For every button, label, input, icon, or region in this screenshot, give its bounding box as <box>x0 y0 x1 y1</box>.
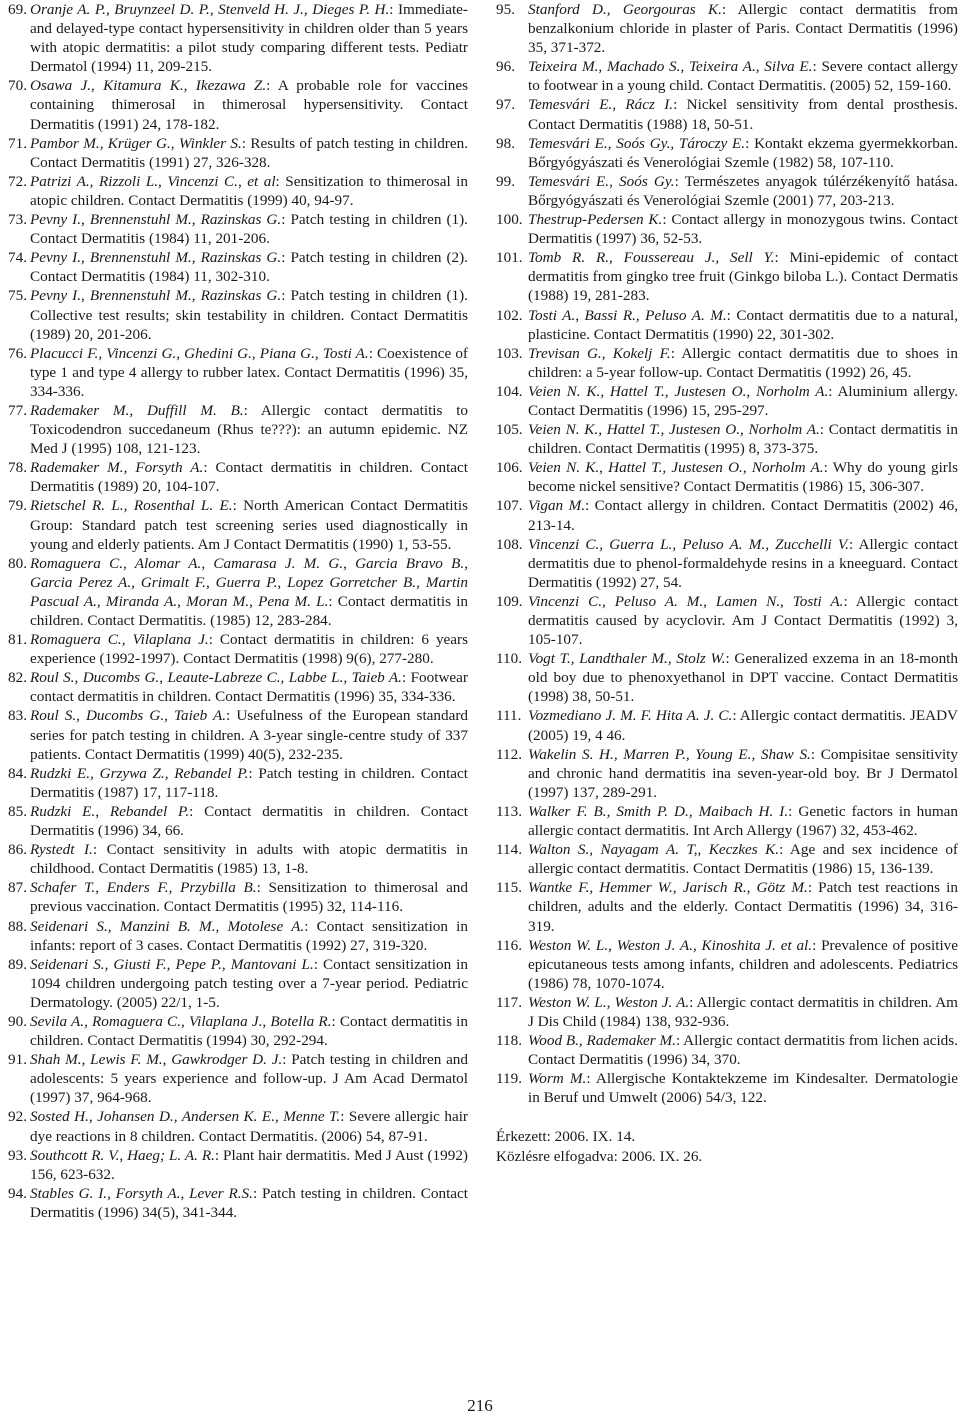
reference-number: 114. <box>496 841 523 859</box>
reference-citation: : Severe contact allergy to footwear in a young child. Contact Dermatitis. (2005) 52, 159-160. <box>528 58 958 95</box>
reference-citation: : Usefulness of the European standard series for patch testing in children. A 3-year single-centre study of 337 patients. Contact Dermatitis (1999) 40(5), 232-235. <box>30 707 468 763</box>
reference-authors: Seidenari S., Giusti F., Pepe P., Mantovani L. <box>30 955 314 973</box>
reference-citation: : Immediate- and delayed-type contact hypersensitivity in children older than 5 years with atopic dermatitis: a pilot study comparing different tests. Pediatr Dermatol (1994) 11, 209-215. <box>30 1 468 76</box>
reference-number: 97. <box>496 96 515 114</box>
reference-number: 118. <box>496 1032 523 1050</box>
reference-citation: : Coexistence of type 1 and type 4 allergy to rubber latex. Contact Dermatitis (1996) 35, 334-336. <box>30 344 468 400</box>
reference-citation: : Contact dermatitis due to a natural, plasticine. Contact Dermatitis (1990) 22, 301-302. <box>528 306 958 343</box>
reference-number: 94. <box>8 1184 27 1202</box>
reference-citation: : Allergic contact dermatitis. JEADV (2005) 19, 4 46. <box>528 707 959 744</box>
reference-entry <box>496 57 958 95</box>
reference-column-left <box>8 0 468 1222</box>
reference-authors: Romaguera C., Alomar A., Camarasa J. M. G., Garcia Bravo B., Garcia Perez A., Grimalt F., Guerra P., Lopez Gorretcher B., Martin Pascual A., Miranda A., Moran M., Pena M. L. <box>30 554 468 610</box>
reference-number: 80. <box>8 554 27 572</box>
reference-entry <box>496 0 958 57</box>
reference-citation: : Contact sensitivity in adults with atopic dermatitis in childhood. Contact Dermatitis (1985) 13, 1-8. <box>30 841 468 878</box>
reference-citation: : Contact dermatitis in children. Contact Dermatitis (1989) 20, 104-107. <box>30 459 468 496</box>
reference-number: 69. <box>8 1 27 18</box>
reference-authors: Vincenzi C., Peluso A. M., Lamen N., Tosti A. <box>528 592 844 610</box>
manuscript-dates <box>496 1127 958 1165</box>
reference-number: 98. <box>496 134 515 152</box>
reference-authors: Roul S., Ducombs G., Leaute-Labreze C., Labbe L., Taieb A. <box>30 669 402 687</box>
reference-number: 71. <box>8 134 27 152</box>
reference-citation: : Sensitization to thimerosal in atopic children. Contact Dermatitis (1999) 40, 94-97. <box>30 172 468 209</box>
reference-entry <box>496 95 958 133</box>
reference-authors: Rademaker M., Duffill M. B. <box>30 401 244 419</box>
reference-entry <box>8 286 468 343</box>
reference-authors: Veien N. K., Hattel T., Justesen O., Norholm A. <box>528 421 820 439</box>
reference-citation: : Age and sex incidence of allergic contact dermatitis. Contact Dermatitis (1986) 15, 136-139. <box>528 841 958 878</box>
reference-authors: Stanford D., Georgouras K. <box>528 1 722 18</box>
reference-entry <box>8 764 468 802</box>
reference-entry <box>496 306 958 344</box>
reference-citation: : A probable role for vaccines containing thimerosal in thimerosal hypersensitivity. Contact Dermatitis (1991) 24, 178-182. <box>30 77 468 133</box>
reference-citation: : Footwear contact dermatitis in children. Contact Dermatitis (1996) 35, 334-336. <box>30 669 468 706</box>
reference-citation: : Why do young girls become nickel sensitive? Contact Dermatitis (1986) 15, 306-307. <box>528 459 958 496</box>
reference-authors: Temesvári E., Soós Gy., Tároczy E. <box>528 134 746 152</box>
reference-number: 83. <box>8 707 27 725</box>
reference-entry <box>496 458 958 496</box>
reference-authors: Seidenari S., Manzini B. M., Motolese A. <box>30 917 305 935</box>
reference-entry <box>8 172 468 210</box>
reference-citation: : Aluminium allergy. Contact Dermatitis (1996) 15, 295-297. <box>528 382 958 419</box>
reference-entry <box>496 1031 958 1069</box>
reference-number: 106. <box>496 459 523 477</box>
reference-authors: Wood B., Rademaker M. <box>528 1032 676 1050</box>
reference-authors: Walton S., Nayagam A. T,, Keczkes K. <box>528 841 780 859</box>
reference-authors: Vogt T., Landthaler M., Stolz W. <box>528 650 726 668</box>
reference-citation: : Patch testing in children (2). Contact Dermatitis (1984) 11, 302-310. <box>30 249 468 286</box>
reference-entry <box>8 401 468 458</box>
reference-entry <box>496 592 958 649</box>
reference-citation: : Mini-epidemic of contact dermatitis from gingko tree fruit (Ginkgo biloba L.). Contact Dermatis (1988) 19, 281-283. <box>528 249 958 305</box>
reference-authors: Roul S., Ducombs G., Taieb A. <box>30 707 227 725</box>
reference-citation: : Sensitization to thimerosal and previous vaccination. Contact Dermatitis (1995) 32, 114-116. <box>30 879 468 916</box>
reference-entry <box>496 172 958 210</box>
reference-citation: : Contact allergy in children. Contact Dermatitis (2002) 46, 213-14. <box>528 497 958 534</box>
reference-number: 75. <box>8 287 27 305</box>
reference-authors: Trevisan G., Kokelj F. <box>528 344 671 362</box>
reference-entry <box>8 248 468 286</box>
reference-number: 107. <box>496 497 523 515</box>
reference-citation: : Patch testing in children (1). Collective test results; skin testability in children. Contact Dermatitis (1989) 20, 201-206. <box>30 287 468 343</box>
reference-entry <box>8 210 468 248</box>
reference-number: 110. <box>496 650 523 668</box>
reference-number: 73. <box>8 211 27 229</box>
reference-authors: Temesvári E., Rácz I. <box>528 96 674 114</box>
reference-citation: : Contact sensitization in 1094 children undergoing patch testing over a 7-year period. Pediatric Dermatology. (2005) 22/1, 1-5. <box>30 955 468 1011</box>
reference-citation: : Allergic contact dermatitis from lichen acids. Contact Dermatitis (1996) 34, 370. <box>528 1032 958 1069</box>
reference-citation: : Severe allergic hair dye reactions in 8 children. Contact Dermatitis. (2006) 54, 87-91. <box>30 1108 468 1145</box>
reference-number: 111. <box>496 707 522 725</box>
reference-entry <box>8 955 468 1012</box>
reference-authors: Rademaker M., Forsyth A. <box>30 459 204 477</box>
reference-authors: Tomb R. R., Foussereau J., Sell Y. <box>528 249 775 267</box>
reference-number: 90. <box>8 1012 27 1030</box>
reference-authors: Romaguera C., Vilaplana J. <box>30 631 209 649</box>
reference-authors: Teixeira M., Machado S., Teixeira A., Silva E. <box>528 58 813 76</box>
reference-number: 84. <box>8 764 27 782</box>
reference-authors: Thestrup-Pedersen K. <box>528 211 663 229</box>
reference-authors: Southcott R. V., Haeg; L. A. R. <box>30 1146 215 1164</box>
reference-citation: : Patch testing in children (1). Contact Dermatitis (1984) 11, 201-206. <box>30 211 468 248</box>
reference-number: 99. <box>496 172 515 190</box>
reference-entry <box>8 1184 468 1222</box>
reference-authors: Vozmediano J. M. F. Hita A. J. C. <box>528 707 733 725</box>
reference-citation: : Nickel sensitivity from dental prosthesis. Contact Dermatitis (1988) 18, 50-51. <box>528 96 959 133</box>
reference-number: 87. <box>8 879 27 897</box>
reference-authors: Rystedt I. <box>30 841 93 859</box>
reference-entry <box>8 668 468 706</box>
reference-entry <box>8 878 468 916</box>
reference-number: 96. <box>496 58 515 76</box>
reference-number: 100. <box>496 211 523 229</box>
reference-authors: Wakelin S. H., Marren P., Young E., Shaw S. <box>528 745 811 763</box>
reference-number: 93. <box>8 1146 27 1164</box>
reference-authors: Sosted H., Johansen D., Andersen K. E., Menne T. <box>30 1108 341 1126</box>
reference-entry <box>496 496 958 534</box>
reference-entry <box>496 420 958 458</box>
reference-citation: : Contact allergy in monozygous twins. Contact Dermatitis (1997) 36, 52-53. <box>528 211 958 248</box>
reference-authors: Schafer T., Enders F., Przybilla B. <box>30 879 257 897</box>
reference-entry <box>8 840 468 878</box>
reference-entry <box>8 458 468 496</box>
reference-entry <box>496 248 958 305</box>
reference-number: 105. <box>496 421 523 439</box>
reference-authors: Vigan M. <box>528 497 586 515</box>
reference-entry <box>496 649 958 706</box>
reference-number: 109. <box>496 592 523 610</box>
reference-entry <box>8 1012 468 1050</box>
reference-authors: Wantke F., Hemmer W., Jarisch R., Götz M. <box>528 879 808 897</box>
reference-entry <box>496 210 958 248</box>
reference-citation: : Prevalence of positive epicutaneous tests among infants, children and adolescents. Pediatrics (1986) 78, 1070-1074. <box>528 936 958 992</box>
reference-citation: : Contact dermatitis in children. Contact Dermatitis (1995) 8, 373-375. <box>528 421 958 458</box>
reference-citation: : Results of patch testing in children. Contact Dermatitis (1991) 27, 326-328. <box>30 134 468 171</box>
reference-authors: Oranje A. P., Bruynzeel D. P., Stenveld H. J., Dieges P. H. <box>30 1 390 18</box>
reference-entry <box>496 1069 958 1107</box>
reference-authors: Weston W. L., Weston J. A. <box>528 993 690 1011</box>
reference-entry <box>496 993 958 1031</box>
reference-authors: Rudzki E., Rebandel P. <box>30 802 190 820</box>
reference-entry <box>8 706 468 763</box>
reference-authors: Tosti A., Bassi R., Peluso A. M. <box>528 306 727 324</box>
reference-entry <box>8 630 468 668</box>
reference-number: 74. <box>8 249 27 267</box>
reference-citation: : Contact dermatitis in children. Contact Dermatitis. (1985) 12, 283-284. <box>30 592 469 629</box>
reference-citation: : Generalized exzema in an 18-month old boy due to phenoxyethanol in DPT vaccine. Contact Dermatitis (1998) 38, 50-51. <box>528 650 958 706</box>
reference-number: 115. <box>496 879 523 897</box>
reference-number: 108. <box>496 535 523 553</box>
reference-citation: : Genetic factors in human allergic contact dermatitis. Int Arch Allergy (1967) 32, 453-462. <box>528 802 959 840</box>
page-number: 216 <box>467 1396 493 1415</box>
reference-entry <box>8 0 468 76</box>
reference-entry <box>496 382 958 420</box>
reference-entry <box>8 496 468 553</box>
reference-citation: : Contact dermatitis in children. Contact Dermatitis (1994) 30, 292-294. <box>30 1012 468 1050</box>
reference-number: 72. <box>8 172 27 190</box>
reference-authors: Pevny I., Brennenstuhl M., Razinskas G. <box>30 211 282 229</box>
reference-authors: Pevny I., Brennenstuhl M., Razinskas G. <box>30 249 282 267</box>
reference-authors: Weston W. L., Weston J. A., Kinoshita J. et al. <box>528 936 813 954</box>
reference-number: 70. <box>8 77 27 95</box>
reference-number: 112. <box>496 745 523 763</box>
reference-citation: : Patch testing in children. Contact Dermatitis (1996) 34(5), 341-344. <box>30 1184 468 1221</box>
reference-citation: : Contact dermatitis in children. Contact Dermatitis (1996) 34, 66. <box>30 802 468 840</box>
reference-citation: : Allergic contact dermatitis due to phenol-formaldehyde resins in a kneeguard. Contact Dermatitis (1992) 27, 54. <box>528 535 958 591</box>
reference-entry <box>496 706 958 744</box>
reference-entry <box>496 344 958 382</box>
reference-authors: Stables G. I., Forsyth A., Lever R.S. <box>30 1184 253 1202</box>
reference-authors: Patrizi A., Rizzoli L., Vincenzi C., et al <box>30 172 276 190</box>
reference-entry <box>496 936 958 993</box>
reference-citation: : Plant hair dermatitis. Med J Aust (1992) 156, 623-632. <box>30 1146 468 1183</box>
reference-entry <box>496 802 958 840</box>
reference-entry <box>496 535 958 592</box>
reference-number: 78. <box>8 459 27 477</box>
reference-authors: Osawa J., Kitamura K., Ikezawa Z. <box>30 77 267 95</box>
reference-citation: : Compisitae sensitivity and chronic hand dermatitis ina seven-year-old boy. Br J Dermatol (1997) 137, 289-291. <box>528 745 958 801</box>
accepted-date: Közlésre elfogadva: 2006. IX. 26. <box>496 1147 703 1165</box>
reference-number: 81. <box>8 631 27 649</box>
reference-citation: : Természetes anyagok túlérzékenyítő hatása. Bőrgyógyászati és Venerológiai Szemle (2001) 77, 203-213. <box>528 172 958 209</box>
reference-number: 117. <box>496 993 523 1011</box>
reference-number: 91. <box>8 1051 27 1069</box>
reference-entry <box>8 1146 468 1184</box>
reference-entry <box>8 802 468 840</box>
reference-entry <box>496 878 958 935</box>
reference-citation: : Patch test reactions in children, adults and the elderly. Contact Dermatitis (1996) 34, 316-319. <box>528 879 958 935</box>
reference-citation: : Patch testing in children. Contact Dermatitis (1987) 17, 117-118. <box>30 764 468 801</box>
reference-citation: : Patch testing in children and adolescents: 5 years experience and follow-up. J Am Acad Dermatol (1997) 37, 964-968. <box>30 1051 468 1107</box>
reference-citation: : Contact sensitization in infants: report of 3 cases. Contact Dermatitis (1992) 27, 319-320. <box>30 917 468 954</box>
reference-column-right <box>496 0 958 1166</box>
reference-citation: : North American Contact Dermatitis Group: Standard patch test screening series used diagnostically in young and elderly patients. Am J Contact Dermatitis (1990) 1, 53-55. <box>30 497 468 553</box>
reference-number: 86. <box>8 841 27 859</box>
reference-entry <box>8 344 468 401</box>
reference-authors: Worm M. <box>528 1070 587 1088</box>
reference-entry <box>496 840 958 878</box>
reference-number: 92. <box>8 1108 27 1126</box>
reference-citation: : Kontakt ekzema gyermekkorban. Bőrgyógyászati és Venerológiai Szemle (1982) 58, 107-110. <box>528 134 958 171</box>
reference-citation: : Contact dermatitis in children: 6 years experience (1992-1997). Contact Dermatitis (1998) 9(6), 277-280. <box>30 631 469 668</box>
reference-number: 89. <box>8 955 27 973</box>
reference-authors: Veien N. K., Hattel T., Justesen O., Norholm A. <box>528 459 824 477</box>
reference-entry <box>8 134 468 172</box>
reference-citation: : Allergic contact dermatitis from benzalkonium chloride in plaster of Paris. Contact Dermatitis (1996) 35, 371-372. <box>528 1 958 57</box>
reference-entry <box>8 1107 468 1145</box>
reference-number: 101. <box>496 249 523 267</box>
reference-authors: Temesvári E., Soós Gy. <box>528 172 675 190</box>
reference-authors: Pevny I., Brennenstuhl M., Razinskas G. <box>30 287 282 305</box>
reference-number: 102. <box>496 306 523 324</box>
reference-citation: : Allergic contact dermatitis caused by acyclovir. Am J Contact Dermatitis (1992) 3, 105-107. <box>528 592 958 649</box>
reference-authors: Placucci F., Vincenzi G., Ghedini G., Piana G., Tosti A. <box>30 344 369 362</box>
reference-authors: Rietschel R. L., Rosenthal L. E. <box>30 497 233 515</box>
reference-authors: Sevila A., Romaguera C., Vilaplana J., Botella R. <box>30 1012 332 1030</box>
reference-authors: Rudzki E., Grzywa Z., Rebandel P. <box>30 764 249 782</box>
reference-citation: : Allergic contact dermatitis due to shoes in children: a 5-year follow-up. Contact Dermatitis (1992) 26, 45. <box>528 344 958 381</box>
reference-number: 119. <box>496 1070 523 1088</box>
reference-citation: : Allergic contact dermatitis to Toxicodendron succedaneum (Rhus te???): an autumn epidemic. NZ Med J (1995) 108, 121-123. <box>30 401 469 458</box>
reference-number: 113. <box>496 802 523 820</box>
reference-entry <box>8 554 468 630</box>
reference-number: 79. <box>8 497 27 515</box>
reference-authors: Shah M., Lewis F. M., Gawkrodger D. J. <box>30 1051 283 1069</box>
reference-entry <box>8 1050 468 1107</box>
reference-number: 116. <box>496 936 523 954</box>
reference-citation: : Allergische Kontaktekzeme im Kindesalter. Dermatologie in Beruf und Umwelt (2006) 54/3, 122. <box>528 1070 958 1107</box>
reference-authors: Vincenzi C., Guerra L., Peluso A. M., Zucchelli V. <box>528 535 849 553</box>
reference-number: 77. <box>8 401 27 419</box>
reference-number: 82. <box>8 669 27 687</box>
reference-entry <box>8 76 468 133</box>
reference-number: 85. <box>8 802 27 820</box>
reference-number: 104. <box>496 382 523 400</box>
reference-number: 88. <box>8 917 27 935</box>
reference-authors: Walker F. B., Smith P. D., Maibach H. I. <box>528 802 789 820</box>
reference-authors: Veien N. K., Hattel T., Justesen O., Norholm A. <box>528 382 829 400</box>
reference-entry <box>496 134 958 172</box>
received-date: Érkezett: 2006. IX. 14. <box>496 1128 636 1146</box>
reference-citation: : Allergic contact dermatitis in children. Am J Dis Child (1984) 138, 932-936. <box>528 993 958 1030</box>
reference-entry <box>496 745 958 802</box>
reference-entry <box>8 917 468 955</box>
reference-number: 76. <box>8 344 27 362</box>
reference-number: 103. <box>496 344 523 362</box>
reference-number: 95. <box>496 1 515 18</box>
reference-authors: Pambor M., Krüger G., Winkler S. <box>30 134 242 152</box>
